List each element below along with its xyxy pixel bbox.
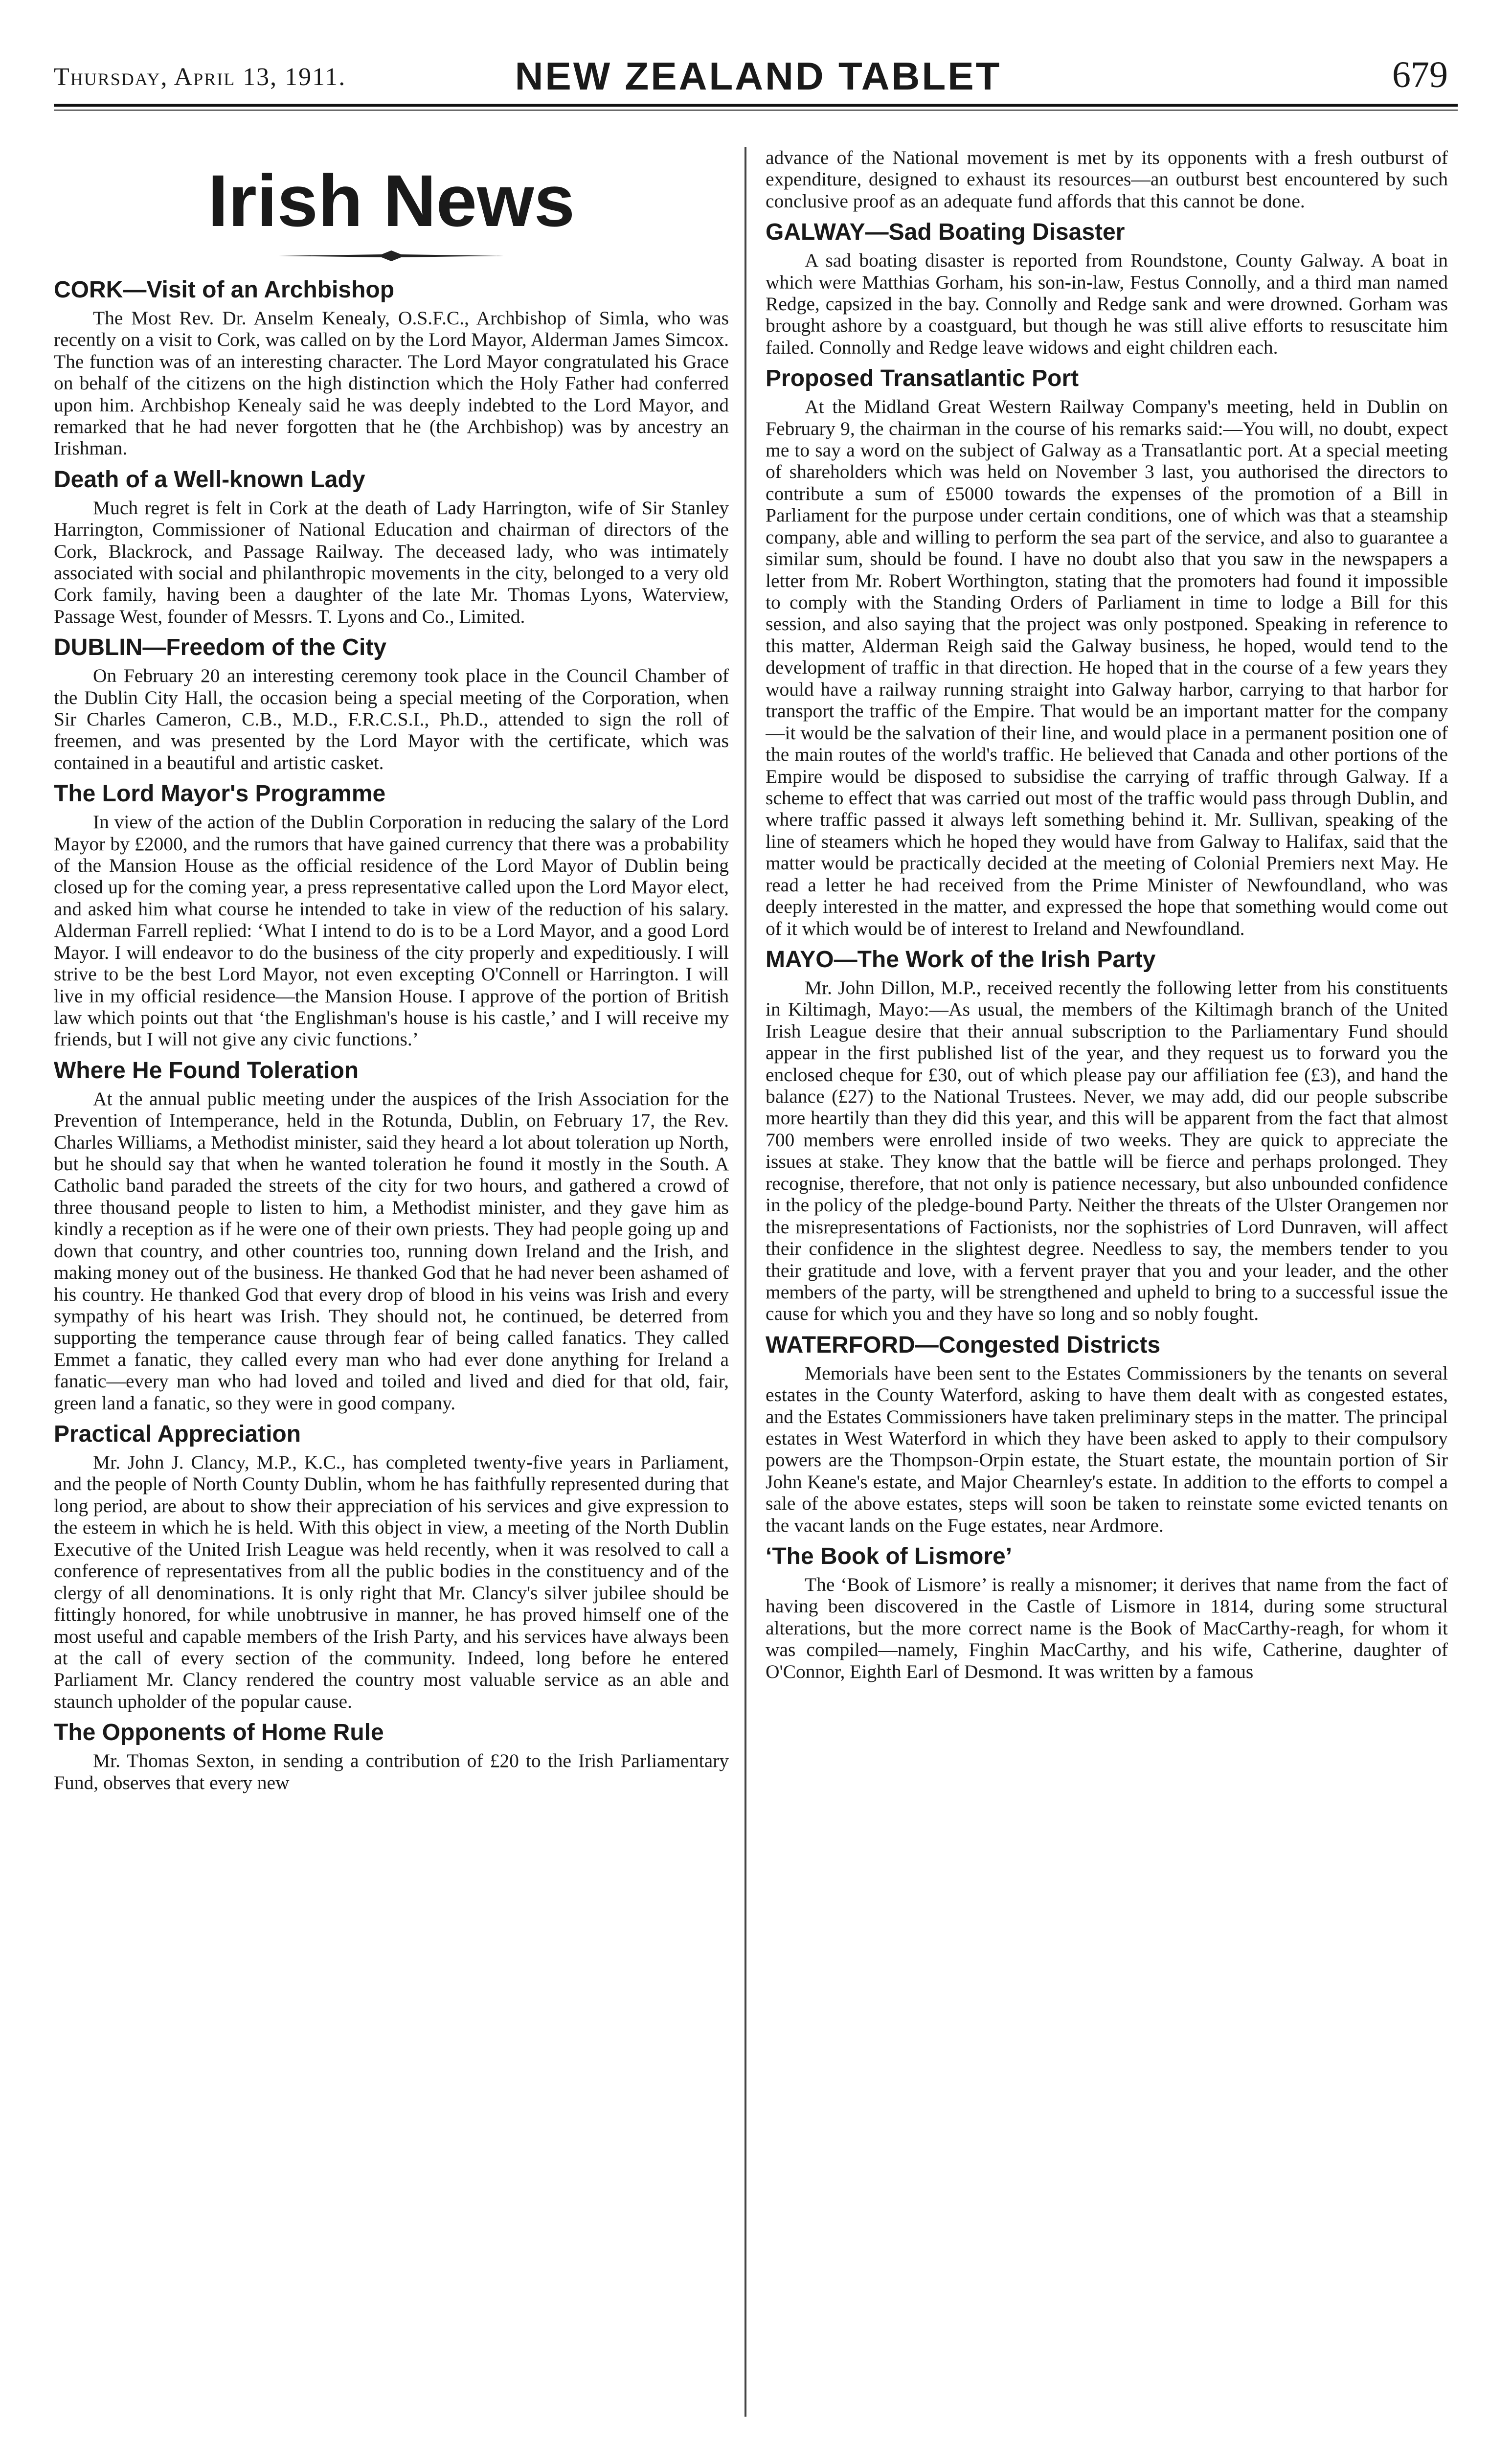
- article-heading: The Opponents of Home Rule: [54, 1720, 384, 1746]
- article-heading: Proposed Transatlantic Port: [766, 365, 1079, 392]
- article: [54, 1720, 729, 1793]
- article-paragraph: Mr. Thomas Sexton, in sending a contribution of £20 to the Irish Parliamentary Fund, observes that every new: [54, 1750, 729, 1793]
- article-heading: Death of a Well-known Lady: [54, 466, 365, 493]
- article-heading: WATERFORD—Congested Districts: [766, 1332, 1161, 1358]
- article-paragraph: Memorials have been sent to the Estates Commissioners by the tenants on several estates in the County Waterford, asking to have them dealt with as congested estates, and the Estates Commissioners have taken preliminary steps in the matter. The principal estates in West Waterford in which they have been asked to apply to their compulsory powers are the Thompson-Orpin estate, the Stuart estate, the mountain portion of Sir John Keane's estate, and Major Chearnley's estate. In addition to the efforts to compel a sale of the above estates, steps will soon be taken to reinstate some evicted tenants on the vacant lands on the Fuge estates, near Ardmore.: [766, 1362, 1448, 1536]
- article-paragraph: A sad boating disaster is reported from Roundstone, County Galway. A boat in which were Matthias Gorham, his son-in-law, Festus Connolly, and a third man named Redge, capsized in the bay. Connolly and Redge sank and were drowned. Gorham was brought ashore by a coastguard, but though he was still alive efforts to resuscitate him failed. Connolly and Redge leave widows and eight children each.: [766, 249, 1448, 358]
- article: [766, 947, 1448, 1325]
- ornament-divider: [54, 249, 729, 266]
- section-masthead: Irish News: [207, 159, 575, 242]
- article-heading: Practical Appreciation: [54, 1421, 301, 1448]
- issue-date: Thursday, April 13, 1911.: [54, 63, 346, 91]
- article-paragraph: The Most Rev. Dr. Anselm Kenealy, O.S.F.C., Archbishop of Simla, who was recently on a visit to Cork, was called on by the Lord Mayor, Alderman James Simcox. The function was of an interesting character. The Lord Mayor congratulated his Grace on behalf of the citizens on the high distinction which the Holy Father had conferred upon him. Archbishop Kenealy said he was deeply indebted to the Lord Mayor, and remarked that he had never forgotten that he (the Archbishop) was by ancestry an Irishman.: [54, 307, 729, 459]
- article-heading: CORK—Visit of an Archbishop: [54, 277, 395, 303]
- article-paragraph: The ‘Book of Lismore’ is really a misnomer; it derives that name from the fact of having been discovered in the Castle of Lismore in 1814, during some structural alterations, but the more correct name is the Book of MacCarthy-reagh, for whom it was compiled—namely, Finghin MacCarthy, and his wife, Catherine, daughter of O'Connor, Eighth Earl of Desmond. It was written by a famous: [766, 1573, 1448, 1682]
- article-paragraph: Much regret is felt in Cork at the death of Lady Harrington, wife of Sir Stanley Harrington, Commissioner of National Education and chairman of directors of the Cork, Blackrock, and Passage Railway. The deceased lady, who was intimately associated with social and philanthropic movements in the city, belonged to a very old Cork family, having been a daughter of the late Mr. Thomas Lyons, Waterview, Passage West, founder of Messrs. T. Lyons and Co., Limited.: [54, 497, 729, 627]
- article-paragraph: Mr. John J. Clancy, M.P., K.C., has completed twenty-five years in Parliament, and the people of North County Dublin, whom he has faithfully represented during that long period, are about to show their appreciation of his services and give expression to the esteem in which he is held. With this object in view, a meeting of the North Dublin Executive of the United Irish League was held recently, when it was resolved to call a conference of representatives from all the public bodies in the constituency and of the clergy of all denominations. It is only right that Mr. Clancy's silver jubilee should be fittingly honored, for while unobtrusive in manner, he has proved himself one of the most useful and capable members of the Irish Party, and his services have always been at the call of every section of the community. Indeed, long before he entered Parliament Mr. Clancy rendered the country most valuable service as an able and staunch upholder of the popular cause.: [54, 1451, 729, 1712]
- article-paragraph: In view of the action of the Dublin Corporation in reducing the salary of the Lord Mayor by £2000, and the rumors that have gained currency that there was a probability of the Mansion House as the official residence of the Lord Mayor of Dublin being closed up for the coming year, a press representative called upon the Lord Mayor elect, and asked him what course he intended to take in view of the reduction of his salary. Alderman Farrell replied: ‘What I intend to do is to be a Lord Mayor, and a good Lord Mayor. I will endeavor to do the business of the city properly and expeditiously. I will strive to be the best Lord Mayor, not even excepting O'Connell or Harrington. I will live in my official residence—the Mansion House. I approve of the portion of British law which points out that ‘the Englishman's house is his castle,’ and I will receive my friends, but I will not give any civic functions.’: [54, 811, 729, 1050]
- article-paragraph: advance of the National movement is met by its opponents with a fresh outburst of expenditure, designed to exhaust its resources—an outburst best encountered by such conclusive proof as an adequate fund affords that this cannot be done.: [766, 147, 1448, 212]
- article-heading: DUBLIN—Freedom of the City: [54, 634, 387, 661]
- article-heading: GALWAY—Sad Boating Disaster: [766, 219, 1125, 246]
- article-heading: ‘The Book of Lismore’: [766, 1543, 1013, 1570]
- article-paragraph: At the Midland Great Western Railway Company's meeting, held in Dublin on February 9, the chairman in the course of his remarks said:—You will, no doubt, expect me to say a word on the subject of Galway as a Transatlantic port. At a special meeting of shareholders which was held on November 3 last, you authorised the directors to contribute a sum of £5000 towards the expenses of the promotion of a Bill in Parliament for the purpose under certain conditions, one of which was that a steamship company, able and willing to perform the sea part of the service, and also to guarantee a similar sum, should be found. I have no doubt also that you saw in the newspapers a letter from Mr. Robert Worthington, stating that the promoters had found it impossible to comply with the Standing Orders of Parliament in time to lodge a Bill for this session, and also saying that the project was only postponed. Speaking in reference to this matter, Alderman Reigh said the Galway business, he hoped, would tend to the development of traffic in that direction. He hoped that in the course of a few years they would have a railway running straight into Galway harbor, carrying to that harbor for transport the traffic of the Empire. That would be an important matter for the company—it would be the salvation of their line, and would place in a permanent position one of the main routes of the world's traffic. He believed that Canada and other portions of the Empire would be disposed to subsidise the carrying of traffic through Galway. If a scheme to effect that was carried out most of the traffic would pass through Dublin, and where traffic passed it always left something behind it. Mr. Sullivan, speaking of the line of steamers which he hoped they would have from Galway to Halifax, said that the matter would be practically decided at the meeting of Colonial Premiers next May. He read a letter he had received from the Prime Minister of Newfoundland, who was deeply interested in the matter, and expressed the hope that something would come out of it which would be of interest to Ireland and Newfoundland.: [766, 396, 1448, 939]
- article-paragraph: On February 20 an interesting ceremony took place in the Council Chamber of the Dublin City Hall, the occasion being a special meeting of the Corporation, when Sir Charles Cameron, C.B., M.D., F.R.C.S.I., Ph.D., attended to sign the roll of freemen, and was presented by the Lord Mayor with the certificate, which was contained in a beautiful and artistic casket.: [54, 665, 729, 773]
- header-rule: [54, 104, 1458, 107]
- article: [54, 1422, 729, 1712]
- article-heading: MAYO—The Work of the Irish Party: [766, 947, 1156, 973]
- article: [54, 277, 729, 459]
- ornament-rule-icon: [279, 249, 504, 263]
- article-paragraph: At the annual public meeting under the auspices of the Irish Association for the Prevention of Intemperance, held in the Rotunda, Dublin, on February 17, the Rev. Charles Williams, a Methodist minister, said they heard a lot about toleration up North, but he should say that when he wanted toleration he found it mostly in the South. A Catholic band paraded the streets of the city for two hours, and gathered a crowd of three thousand people to listen to him, a Methodist minister, and they gave him as kindly a reception as if he were one of their own priests. They had people going up and down that country, and other countries too, running down Ireland and the Irish, and making money out of the business. He thanked God that he had never been ashamed of his country. He thanked God that every drop of blood in his veins was Irish and every sympathy of his heart was Irish. They should not, he continued, be deterred from supporting the temperance cause through fear of being called fanatics. They called Emmet a fanatic, they called every man who had ever done anything for Ireland a fanatic—every man who had loved and toiled and lived and died for that old, fair, green land a fanatic, so they were in good company.: [54, 1087, 729, 1414]
- article: [766, 220, 1448, 358]
- page-number: 679: [1392, 54, 1448, 95]
- article: [766, 1544, 1448, 1682]
- article: [54, 781, 729, 1050]
- article: [54, 1058, 729, 1414]
- header-rule-thin: [54, 110, 1458, 111]
- article: [766, 366, 1448, 939]
- right-column: [766, 147, 1448, 2446]
- page-header: [54, 49, 1463, 103]
- column-divider: [745, 147, 746, 2417]
- article-paragraph: Mr. John Dillon, M.P., received recently the following letter from his constituents in Kiltimagh, Mayo:—As usual, the members of the Kiltimagh branch of the United Irish League desire that their annual subscription to the Parliamentary Fund should appear in the first published list of the year, and they request us to forward you the enclosed cheque for £30, out of which please pay our affiliation fee (£3), and hand the balance (£27) to the National Trustees. Never, we may add, did our people subscribe more heartily than they did this year, and this will be apparent from the fact that almost 700 members were enrolled inside of two weeks. They are quick to appreciate the issues at stake. They know that the battle will be fierce and perhaps prolonged. They recognise, therefore, that not only is patience necessary, but also unbounded confidence in the policy of the pledge-bound Party. Neither the threats of the Ulster Orangemen nor the misrepresentations of Factionists, nor the sophistries of Lord Dunraven, will affect their confidence in the slightest degree. Needless to say, the members tender to you their gratitude and love, with a fervent prayer that you and your leader, and the other members of the party, will be strengthened and upheld to bring to a successful issue the cause for which you and they have so long and so nobly fought.: [766, 976, 1448, 1325]
- publication-title: NEW ZEALAND TABLET: [515, 54, 1002, 98]
- article: [766, 1333, 1448, 1536]
- article-heading: The Lord Mayor's Programme: [54, 781, 386, 807]
- article: [54, 467, 729, 627]
- left-column: [54, 147, 729, 2446]
- article-heading: Where He Found Toleration: [54, 1057, 359, 1084]
- article: [766, 147, 1448, 212]
- article: [54, 635, 729, 773]
